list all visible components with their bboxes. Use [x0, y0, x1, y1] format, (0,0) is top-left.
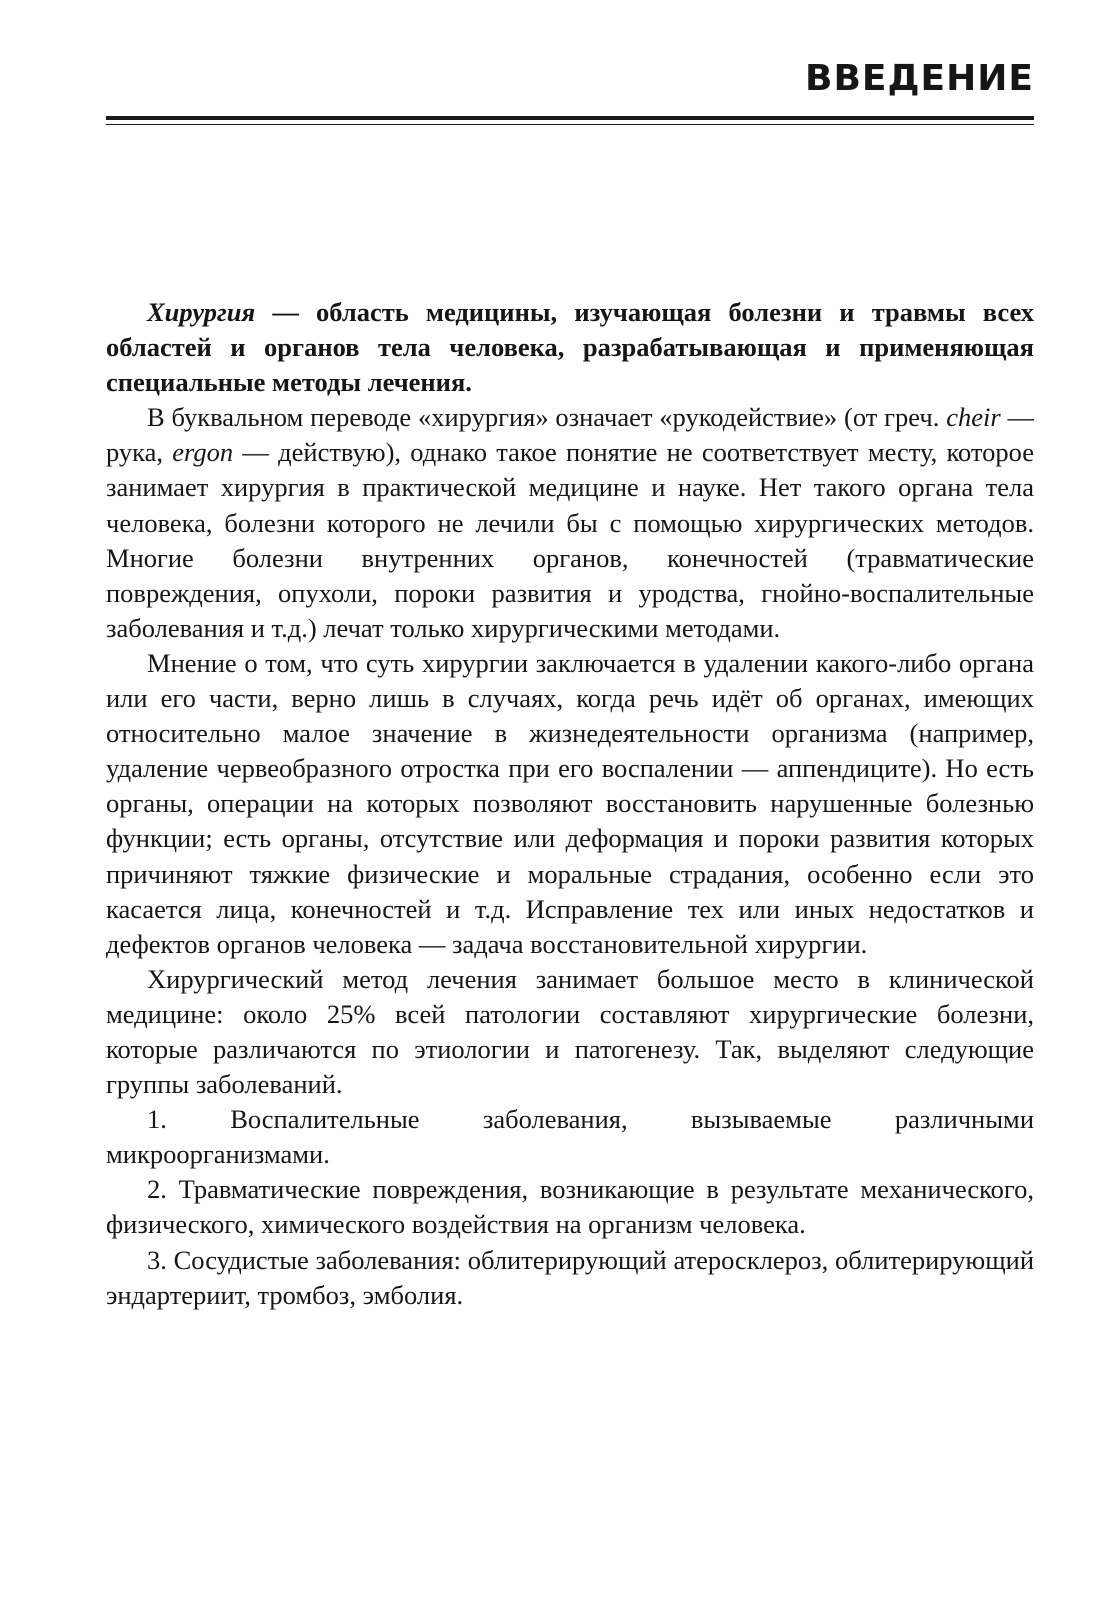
list-item: 3. Сосудистые заболевания: облитерирующий атеросклероз, облитерирующий эндартериит, тромбоз, эмболия.: [106, 1244, 1034, 1310]
header-rule-thick: [106, 116, 1034, 120]
paragraph-etymology-part1: В буквальном переводе «хирургия» означает «рукодействие» (от греч.: [147, 402, 947, 433]
running-head-title: ВВЕДЕНИЕ: [805, 58, 1034, 99]
header-rule-thin: [106, 124, 1034, 125]
paragraph-etymology-part3: — действую), однако такое понятие не соответствует месту, которое занимает хирургия в практической медицине и науке. Нет такого органа тела человека, болезни которого не лечили бы с помощью хирургических методов. Многие болезни внутренних органов, конечностей (травматические повреждения, опухоли, пороки развития и уродства, гнойно-воспалительные заболевания и т.д.) лечат только хирургическими методами.: [106, 437, 1034, 643]
definition-text: — область медицины, изучающая болезни и травмы всех областей и органов тела человека, разрабатывающая и применяющая специальные методы лечения.: [106, 297, 1034, 398]
paragraph-etymology: [106, 400, 1034, 646]
body-text: [106, 295, 1034, 1313]
definition-term: Хирургия: [147, 297, 256, 327]
paragraph-surgical-method: Хирургический метод лечения занимает большое место в клинической медицине: около 25% всей патологии составляют хирургические болезни, которые различаются по этиологии и патогенезу. Так, выделяют следующие группы заболеваний.: [106, 963, 1034, 1100]
list-item: 1. Воспалительные заболевания, вызываемые различными микроорганизмами.: [106, 1104, 1034, 1170]
greek-term-ergon: ergon: [172, 437, 234, 468]
list-item: 2. Травматические повреждения, возникающие в результате механического, физического, химического воздействия на организм человека.: [106, 1174, 1034, 1240]
greek-term-cheir: cheir: [946, 402, 1001, 433]
definition-paragraph: [106, 295, 1034, 400]
paragraph-surgery-essence: Мнение о том, что суть хирургии заключается в удалении какого-либо органа или его части, верно лишь в случаях, когда речь идёт об органах, имеющих относительно малое значение в жизнедеятельности организма (например, удаление червеобразного отростка при его воспалении — аппендиците). Но есть органы, операции на которых позволяют восстановить нарушенные болезнью функции; есть органы, отсутствие или деформация и пороки развития которых причиняют тяжкие физические и моральные страдания, особенно если это касается лица, конечностей и т.д. Исправление тех или иных недостатков и дефектов органов человека — задача восстановительной хирургии.: [106, 647, 1034, 959]
paragraph-etymology-part2: — рука,: [106, 402, 1035, 468]
